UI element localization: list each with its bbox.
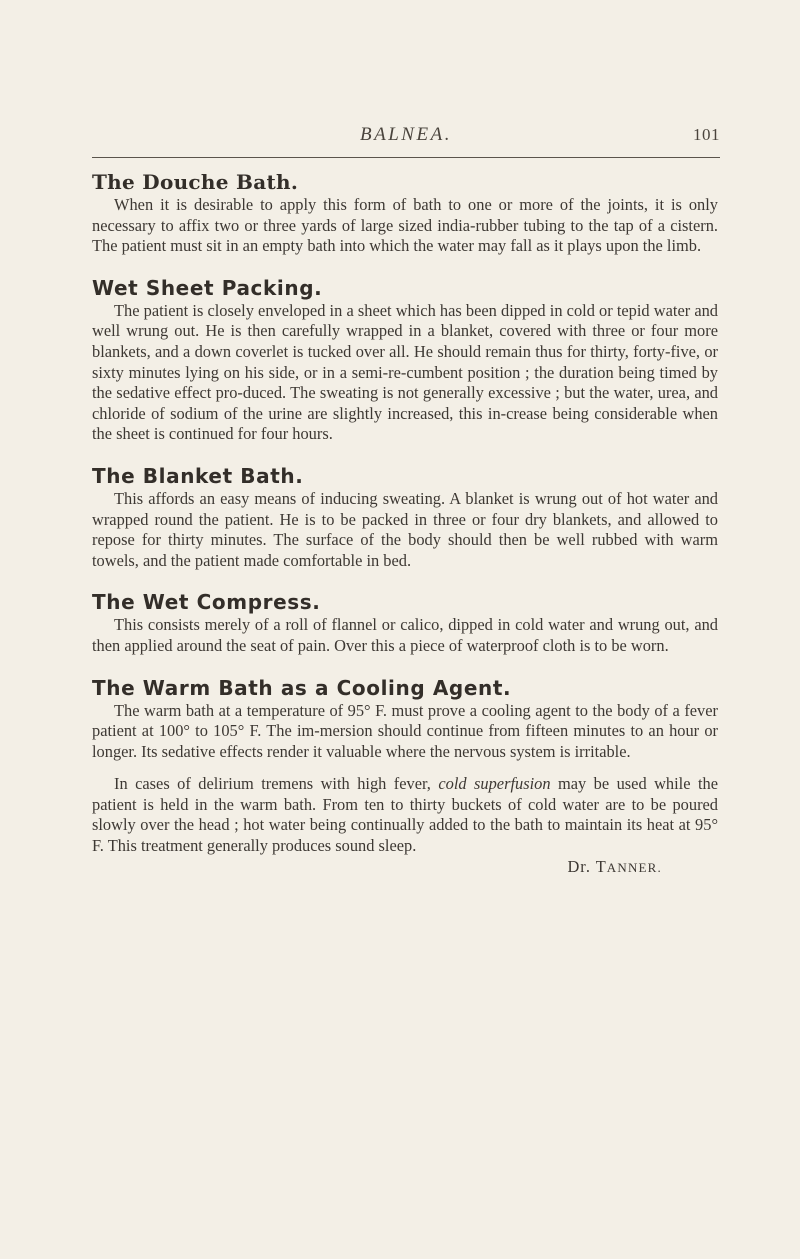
section-heading-blanket-bath: The Blanket Bath. [92, 463, 304, 488]
section-heading-wet-compress: The Wet Compress. [92, 590, 321, 615]
page-number: 101 [693, 125, 720, 144]
body-text [92, 169, 718, 878]
header-rule [92, 157, 720, 158]
signature-initial: T [595, 856, 607, 876]
section-paragraph-wet-compress: This consists merely of a roll of flannel or calico, dipped in cold water and wrung out, and then applied around the seat of pain. Over this a piece of waterproof cloth is to be worn. [92, 615, 718, 655]
signature-prefix: Dr. [567, 856, 591, 876]
section-heading-wet-sheet-packing: Wet Sheet Packing. [92, 275, 323, 300]
section-heading-douche-bath: The Douche Bath. [92, 170, 299, 194]
section-paragraph-douche-bath: When it is desirable to apply this form of bath to one or more of the joints, it is only necessary to affix two or three yards of large sized india-rubber tubing to the tap of a cistern. The patient must sit in an empty bath into which the water may fall as it plays upon the limb. [92, 195, 718, 256]
running-head [92, 124, 720, 148]
running-title: BALNEA. [360, 124, 452, 145]
delirium-tremens-paragraph [92, 774, 718, 856]
author-signature [92, 857, 718, 878]
section-heading-warm-bath-cooling-agent: The Warm Bath as a Cooling Agent. [92, 675, 512, 700]
section-paragraph-wet-sheet-packing: The patient is closely enveloped in a sheet which has been dipped in cold or tepid water and well wrung out. He is then carefully wrapped in a blanket, covered with three or four more blankets, and a down coverlet is tucked over all. He should remain thus for thirty, forty-five, or sixty minutes lying on his side, or in a semi-re-cumbent position ; the duration being timed by the sedative effect pro-duced. The sweating is not generally excessive ; but the water, urea, and chloride of sodium of the urine are slightly increased, this in-crease being considerable when the sheet is continued for four hours. [92, 300, 718, 444]
italic-term-cold-superfusion: cold superfusion [438, 774, 551, 794]
paragraph-text-before: In cases of delirium tremens with high fever, [114, 774, 439, 794]
section-paragraph-blanket-bath: This affords an easy means of inducing sweating. A blanket is wrung out of hot water and wrapped round the patient. He is to be packed in three or four dry blankets, and allowed to repose for thirty minutes. The surface of the body should then be well rubbed with warm towels, and the patient made comfortable in bed. [92, 488, 718, 570]
section-paragraph-warm-bath-cooling-agent: The warm bath at a temperature of 95° F. must prove a cooling agent to the body of a fever patient at 100° to 105° F. The im-mersion should continue from fifteen minutes to an hour or longer. Its sedative effects render it valuable where the nervous system is irritable. [92, 700, 718, 761]
paragraph-text-after: may be used while the patient is held in the warm bath. From ten to thirty buckets of cold water are to be poured slowly over the head ; hot water being continually added to the bath to maintain its heat at 95° F. This treatment generally produces sound sleep. [92, 774, 718, 856]
signature-surname: ANNER. [606, 859, 662, 875]
